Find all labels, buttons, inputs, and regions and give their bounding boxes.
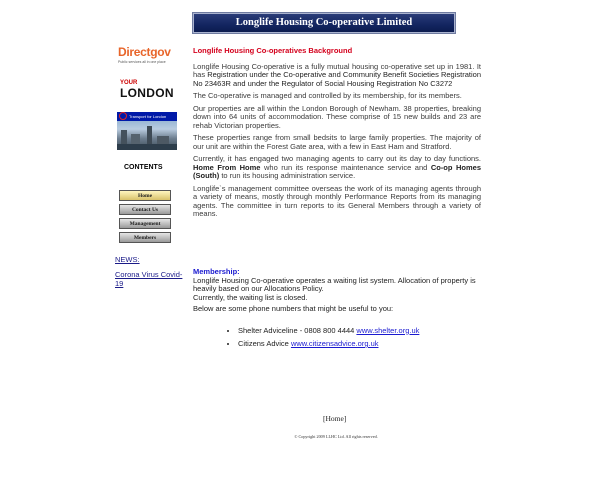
background-paragraph-3: Our properties are all within the London Borough of Newham. 38 properties, breaking down into 64 units of accommodation. These comprise of 15 new builds and 23 are rehab Victorian properties. <box>193 103 481 130</box>
skyline-building <box>147 126 152 144</box>
shelter-link[interactable]: www.shelter.org.uk <box>356 325 420 335</box>
directgov-logo-text: Directgov <box>118 45 171 59</box>
copyright-notice: © Copyright 2009 LLHC Ltd. All rights reserved. <box>294 434 378 439</box>
contents-heading: CONTENTS <box>124 164 163 171</box>
list-item <box>238 340 481 349</box>
background-paragraph-2: The Co-operative is managed and controlled by its membership, for its members. <box>193 91 462 100</box>
tfl-roundel-icon <box>119 112 127 120</box>
skyline-building <box>121 130 127 144</box>
river <box>117 144 177 150</box>
your-london-logo-your: YOUR <box>120 80 138 86</box>
tfl-label: Transport for London <box>129 114 167 119</box>
membership-section <box>193 268 481 302</box>
citizens-advice-text: Citizens Advice <box>238 339 291 348</box>
background-heading: Longlife Housing Co-operatives Background <box>193 46 353 55</box>
background-paragraph-6: Longlife`s management committee overseas the work of its managing agents through a variety of means, mostly through monthly Performance Reports from its managing agents. The committee in turn reports to its General Members through a variety of means. <box>193 183 481 218</box>
background-paragraph-5 <box>193 155 481 181</box>
home-from-home-name: Home From Home <box>193 162 261 172</box>
shelter-text: Shelter Adviceline - 0808 800 4444 <box>238 325 357 335</box>
background-paragraph-1 <box>193 63 481 89</box>
p5-text-e: to run its housing administration service. <box>219 171 356 180</box>
phones-intro: Below are some phone numbers that might be useful to you: <box>193 304 394 313</box>
background-section <box>193 47 481 223</box>
nav-button-management[interactable]: Management <box>119 218 171 229</box>
skyline-building <box>131 134 140 144</box>
p5-text-a: Currently, it has engaged two managing agents to carry out its day to day functions. <box>193 154 481 163</box>
tfl-bar <box>117 112 177 121</box>
p1-text: Longlife Housing Co-operative is a fully mutual housing co-operative set up in 1981. It has <box>193 61 481 79</box>
phone-list <box>193 327 481 349</box>
news-link[interactable]: NEWS: <box>115 255 140 264</box>
news-item-corona-link[interactable]: Corona Virus Covid-19 <box>115 270 183 288</box>
waiting-list-status: Currently, the waiting list is closed. <box>193 292 308 302</box>
background-paragraph-4: These properties range from small bedsits to large family properties. The majority of our unit are within the Forest Gate area, with a few in East Ham and Stratford. <box>193 133 481 151</box>
coop-homes-name: Co-op Homes (South) <box>193 162 481 180</box>
list-item <box>238 327 481 336</box>
p5-text-c: who run its response maintenance service and <box>260 162 431 172</box>
registration-text: Registration under the Co-operative and Community Benefit Societies Registration No 23463R and under the Regulator of Social Housing Registration No C3272 <box>193 70 481 88</box>
your-london-logo[interactable] <box>120 80 178 99</box>
phone-numbers-section <box>193 305 481 354</box>
directgov-logo-tagline: Public services all in one place <box>118 60 166 64</box>
citizens-advice-link[interactable]: www.citizensadvice.org.uk <box>290 339 379 348</box>
membership-text: Longlife Housing Co-operative operates a waiting list system. Allocation of property is heavily based on our Allocations Policy. <box>193 275 476 293</box>
your-london-logo-london: LONDON <box>120 86 174 100</box>
nav-button-members[interactable]: Members <box>119 232 171 243</box>
transport-for-london-banner[interactable] <box>117 112 177 150</box>
nav-button-contact-us[interactable]: Contact Us <box>119 204 171 215</box>
nav-button-home[interactable]: Home <box>119 190 171 201</box>
skyline-building <box>157 136 169 144</box>
footer-home-link[interactable]: [Home] <box>323 414 347 423</box>
membership-heading: Membership: <box>193 267 240 276</box>
site-title-banner: Longlife Housing Co-operative Limited <box>192 12 456 34</box>
directgov-logo[interactable] <box>118 45 180 64</box>
